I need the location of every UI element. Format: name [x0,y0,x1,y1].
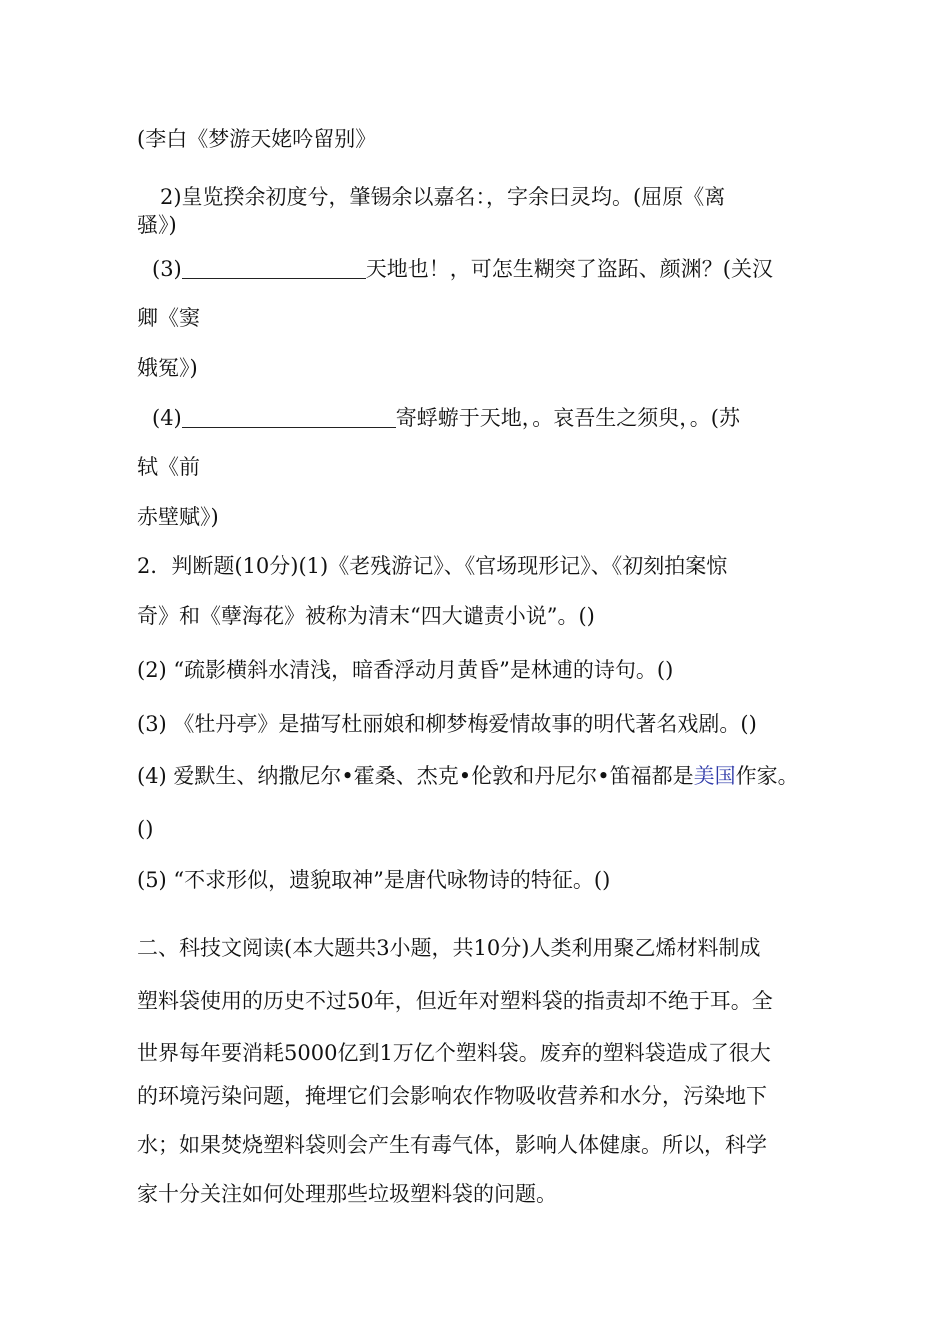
fill-in-item3-number: (3) [152,257,182,281]
fill-in-item4-text: 寄蜉蝣于天地，。哀吾生之须臾，。(苏 [395,406,740,430]
fill-in-item4-line3: 赤壁赋》) [137,505,219,529]
fill-in-item4-line2: 轼《前 [137,455,200,479]
fill-in-item2-line1: 2)皇览揆余初度兮，肇锡余以嘉名：，字余曰灵均。(屈原《离 [160,185,726,209]
judgement-item5: (5) “不求形似，遗貌取神”是唐代咏物诗的特征。() [137,868,611,892]
reading-line5: 水；如果焚烧塑料袋则会产生有毒气体，影响人体健康。所以，科学 [137,1133,767,1157]
reading-line2: 塑料袋使用的历史不过50年，但近年对塑料袋的指责却不绝于耳。全 [137,989,773,1013]
reading-line1: 二、科技文阅读(本大题共3小题，共10分)人类利用聚乙烯材料制成 [137,936,761,960]
fill-in-item4-blank[interactable] [182,407,396,428]
fill-in-item3-line3: 娥冤》) [137,356,198,380]
fill-in-item4-line1 [152,404,740,432]
fill-in-item4-number: (4) [152,406,182,430]
reading-line4: 的环境污染问题，掩埋它们会影响农作物吸收营养和水分，污染地下 [137,1084,767,1108]
fill-in-item3-line1 [152,255,773,283]
judgement-item4-before: (4) 爱默生、纳撒尼尔•霍桑、杰克•伦敦和丹尼尔•笛福都是 [137,764,694,788]
reading-line6: 家十分关注如何处理那些垃圾塑料袋的问题。 [137,1182,557,1206]
fill-in-item3-blank[interactable] [182,258,366,279]
fill-in-item3-line2: 卿《窦 [137,306,200,330]
judgement-item3: (3) 《牡丹亭》是描写杜丽娘和柳梦梅爱情故事的明代著名戏剧。() [137,712,757,736]
judgement-header-line2: 奇》和《孽海花》被称为清末“四大谴责小说”。() [137,604,595,628]
judgement-item4-after: 作家。 [735,764,799,788]
judgement-item4-line2: () [137,817,154,841]
judgement-item2: (2) “疏影横斜水清浅，暗香浮动月黄昏”是林逋的诗句。() [137,658,674,682]
fill-in-item1-source: (李白《梦游天姥吟留别》 [137,127,377,151]
usa-link[interactable]: 美国 [693,764,736,788]
reading-line3: 世界每年要消耗5000亿到1万亿个塑料袋。废弃的塑料袋造成了很大 [137,1041,771,1065]
judgement-header-line1: 2．判断题(10分)(1)《老残游记》、《官场现形记》、《初刻拍案惊 [137,554,728,578]
judgement-item4-line1 [137,762,799,790]
fill-in-item2-line2: 骚》) [137,213,177,237]
fill-in-item3-text: 天地也！，可怎生糊突了盗跖、颜渊？(关汉 [365,257,773,281]
